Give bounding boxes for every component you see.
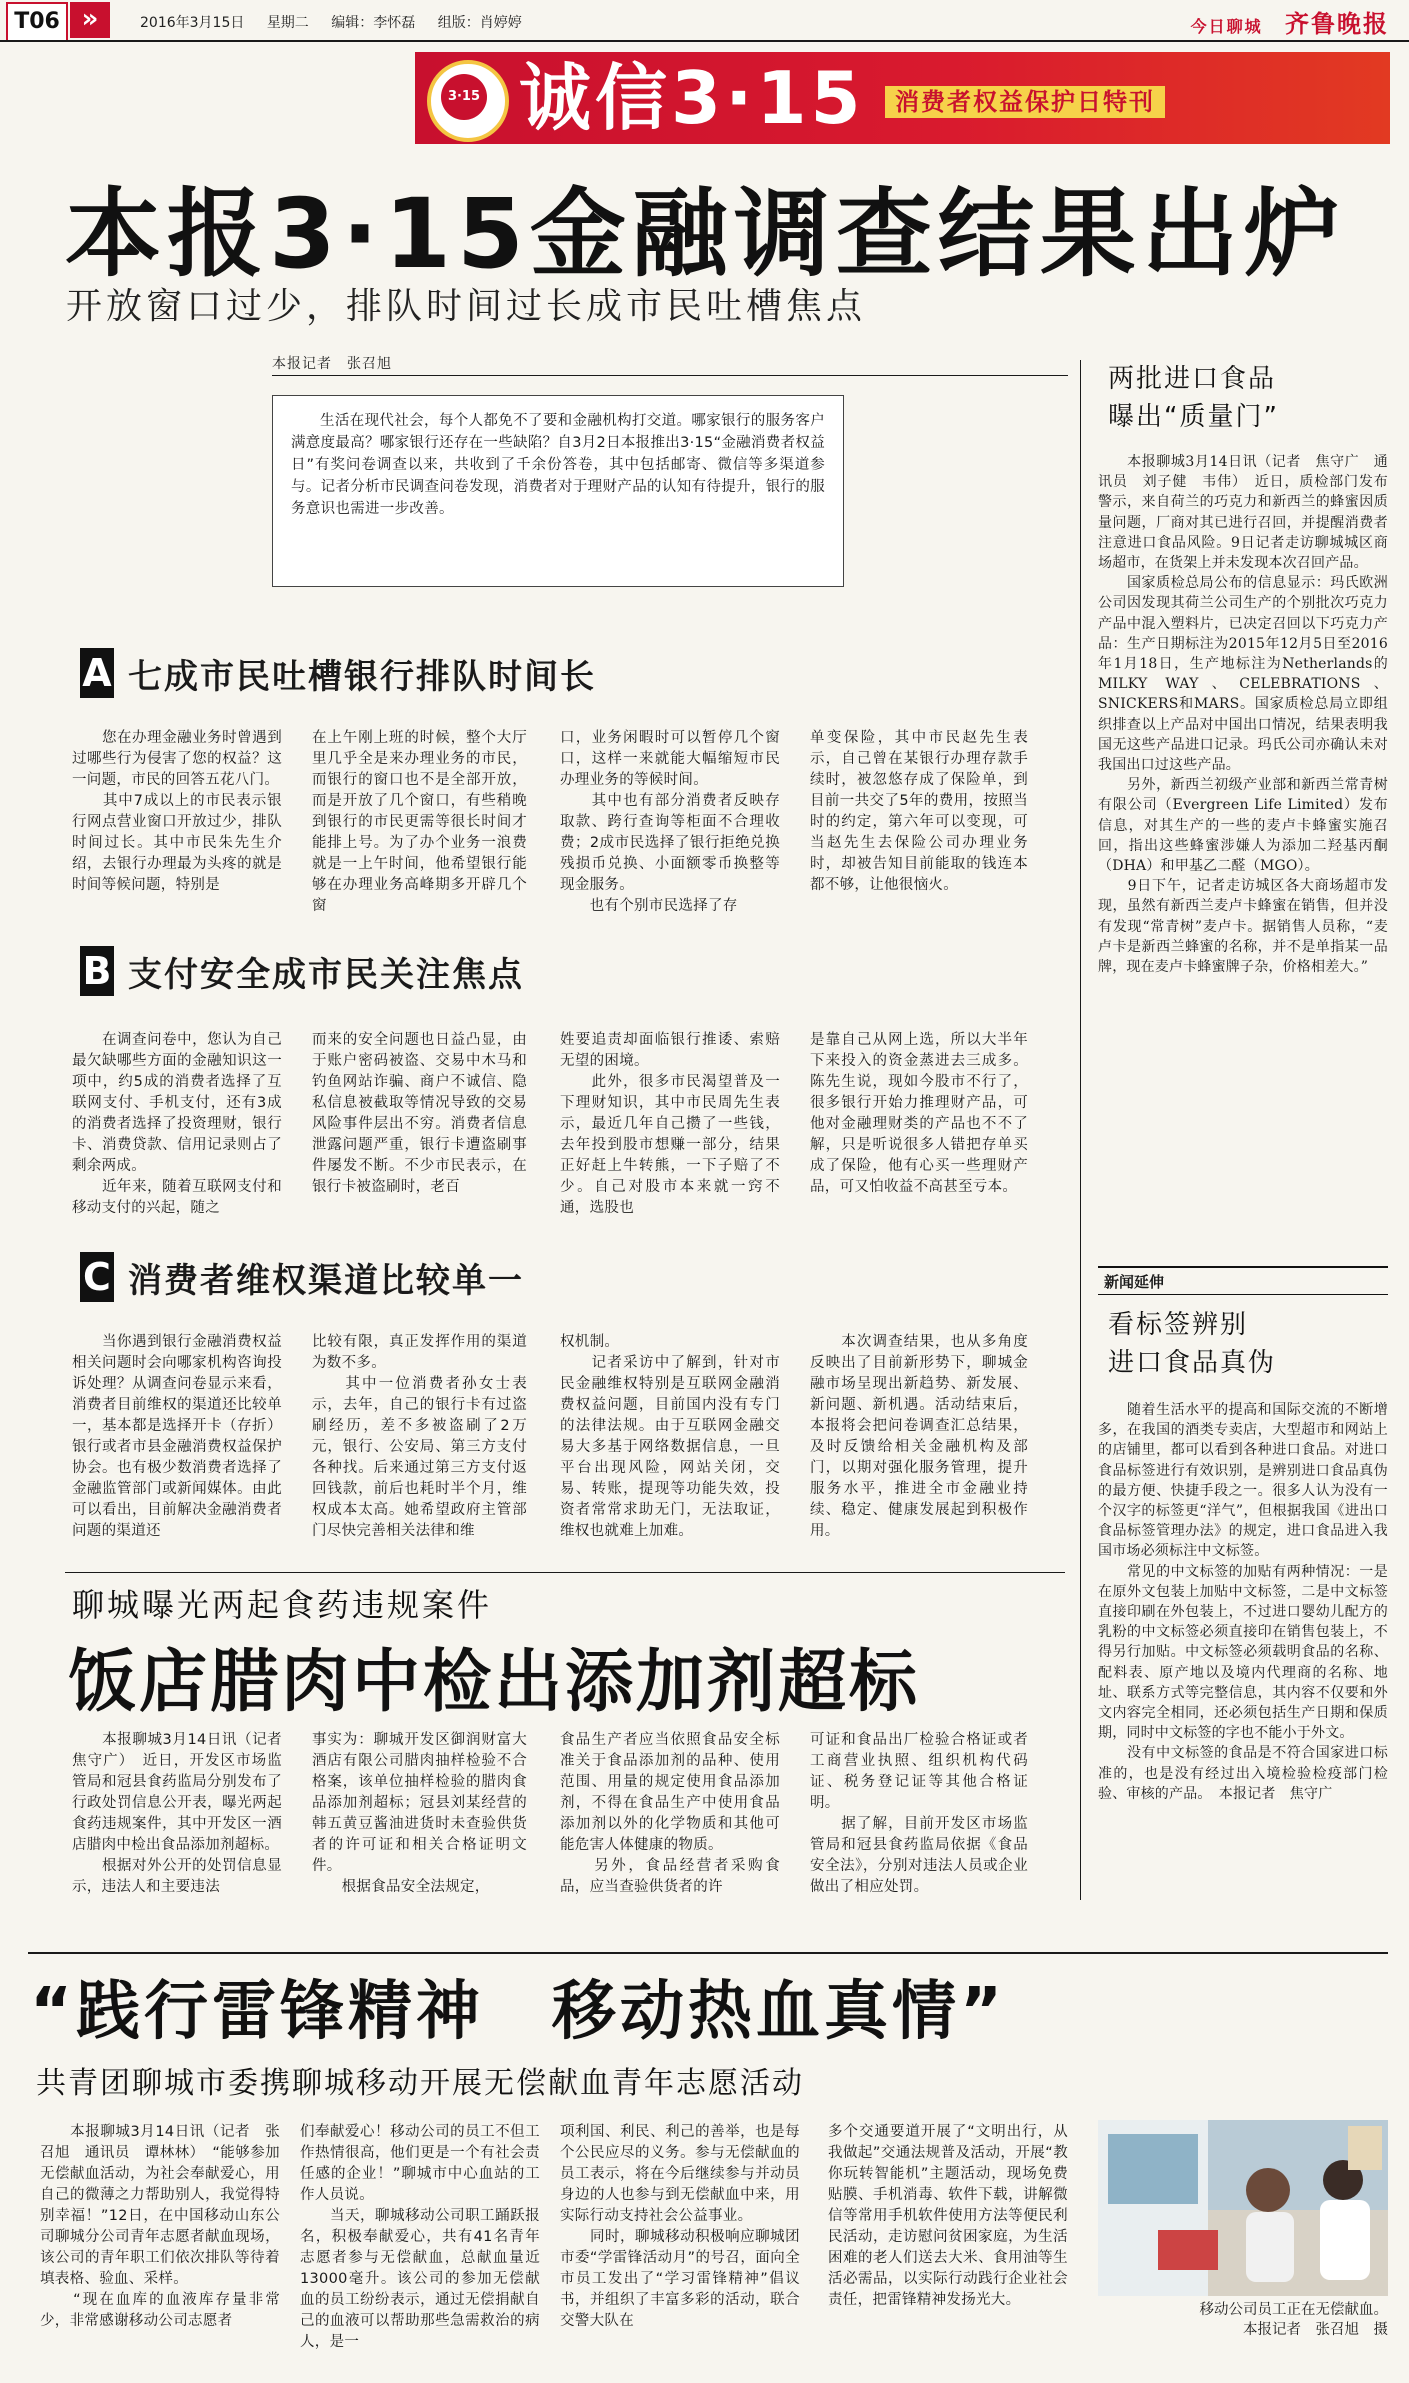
intro-box: [272, 395, 844, 587]
lead-headline: 本报3·15金融调查结果出炉: [65, 178, 1346, 290]
masthead-title: 齐鲁晚报: [1285, 9, 1389, 38]
section-c-col-4: 本次调查结果，也从多角度反映出了目前新形势下，聊城金融市场呈现出新趋势、新发展、新问题、新机遇。活动结束后，本报将会把问卷调查汇总结果，及时反馈给相关金融机构及部门，以期对强化服务管理，提升服务水平，推进全市金融业持续、稳定、健康发展起到积极作用。: [810, 1334, 1028, 1539]
section-a-col-2: 在上午刚上班的时候，整个大厅里几乎全是来办理业务的市民，而银行的窗口也不是全部开放，而是开放了几个窗口，有些稍晚到银行的市民更需等很长时间才能排上号。为了办个业务一浪费就是一上午时间，他希望银行能够在办理业务高峰期多开辟几个窗: [312, 730, 527, 914]
story2-col-1: 本报聊城3月14日讯（记者 焦守广） 近日，开发区市场监管局和冠县食药监局分别发布了行政处罚信息公开表，曝光两起食药违规案件，其中开发区一酒店腊肉中检出食品添加剂超标。 根据对外公开的处罚信息显示，违法人和主要违法: [72, 1732, 282, 1895]
story2-col-4: 可证和食品出厂检验合格证或者工商营业执照、组织机构代码证、税务登记证等其他合格证明。 据了解，目前开发区市场监管局和冠县食药监局依据《食品安全法》，分别对违法人员或企业做出了相应处罚。: [810, 1732, 1028, 1895]
section-b-letter: B: [80, 946, 114, 996]
story3-subhead: 共青团聊城市委携聊城移动开展无偿献血青年志愿活动: [36, 2066, 804, 2101]
blood-donation-photo-illustration: [1098, 2120, 1388, 2296]
sidebar-headline: 两批进口食品 曝出“质量门”: [1108, 364, 1279, 432]
story2-top-rule: [65, 1572, 1065, 1573]
photo-credit: 本报记者 张召旭 摄: [1243, 2322, 1388, 2338]
story2-headline: 饭店腊肉中检出添加剂超标: [68, 1643, 921, 1722]
editor-credit: 编辑：李怀磊: [331, 15, 416, 31]
section-a-col-1: 您在办理金融业务时曾遇到过哪些行为侵害了您的权益？这一问题，市民的回答五花八门。 其中7成以上的市民表示银行网点营业窗口开放过少，排队时间过长。其中市民朱先生介绍，去银行办理最为头疼的就是时间等候问题，特别是: [72, 730, 282, 893]
special-edition-banner: [415, 52, 1390, 144]
lead-subhead: 开放窗口过少，排队时间过长成市民吐槽焦点: [66, 286, 867, 327]
section-b-title: 支付安全成市民关注焦点: [128, 954, 524, 995]
masthead: [1191, 4, 1389, 39]
section-b-col-2: 而来的安全问题也日益凸显，由于账户密码被盗、交易中木马和钓鱼网站诈骗、商户不诚信、隐私信息被截取等情况导致的交易风险事件层出不穷。消费者信息泄露问题严重，银行卡遭盗刷事件屡发不断。不少市民表示，在银行卡被盗刷时，老百: [312, 1032, 527, 1195]
section-b-col-3: 姓要追责却面临银行推诿、索赔无望的困境。 此外，很多市民渴望普及一下理财知识，其中市民周先生表示，最近几年自己攒了一些钱，去年投到股市想赚一部分，结果正好赶上牛转熊，一下子赔了不少。自己对股市本来就一窍不通，选股也: [560, 1032, 780, 1216]
blood-donation-photo: [1098, 2120, 1388, 2296]
header-divider: [0, 40, 1409, 42]
story3-top-rule: [28, 1952, 1388, 1954]
layout-credit: 组版：肖婷婷: [437, 15, 522, 31]
section-a-letter: A: [80, 648, 114, 698]
photo-caption-text: 移动公司员工正在无偿献血。: [1199, 2302, 1388, 2318]
lead-byline: 本报记者 张召旭: [272, 356, 392, 372]
photo-caption: [1098, 2300, 1388, 2340]
315-logo-icon: [427, 60, 509, 142]
story2-col-2: 事实为：聊城开发区御润财富大酒店有限公司腊肉抽样检验不合格案，该单位抽样检验的腊肉食品添加剂超标；冠县刘某经营的韩五黄豆酱油进货时未查验供货者的许可证和相关合格证明文件。 根据食品安全法规定，: [312, 1732, 527, 1895]
story3-col-4: 多个交通要道开展了“文明出行，从我做起”交通法规普及活动，开展“教你玩转智能机”主题活动，现场免费贴膜、手机消毒、软件下载，讲解微信等常用手机软件使用方法等便民利民活动，走访慰问贫困家庭，为生活困难的老人们送去大米、食用油等生活必需品，以实际行动践行企业社会责任，把雷锋精神发扬光大。: [828, 2124, 1068, 2308]
intro-text: 生活在现代社会，每个人都免不了要和金融机构打交道。哪家银行的服务客户满意度最高？哪家银行还存在一些缺陷？自3月2日本报推出3·15“金融消费者权益日”有奖问卷调查以来，共收到了千余份答卷，其中包括邮寄、微信等多渠道参与。记者分析市民调查问卷发现，消费者对于理财产品的认知有待提升，银行的服务意识也需进一步改善。: [291, 413, 825, 517]
section-b-col-4: 是靠自己从网上选，所以大半年下来投入的资金蒸进去三成多。陈先生说，现如今股市不行了，很多银行开始力推理财产品，可他对金融理财类的产品也不不了解，只是听说很多人错把存单买成了保险，他有心买一些理财产品，可又怕收益不高甚至亏本。: [810, 1032, 1028, 1195]
news-extension-headline: 看标签辨别 进口食品真伪: [1108, 1310, 1277, 1378]
sidebar-body: 本报聊城3月14日讯（记者 焦守广 通讯员 刘子健 韦伟） 近日，质检部门发布警示，来自荷兰的巧克力和新西兰的蜂蜜因质量问题，厂商对其已进行召回，并提醒消费者注意进口食品风险。9日记者走访聊城城区商场超市，在货架上并未发现本次召回产品。 国家质检总局公布的信息显示：玛氏欧洲公司因发现其荷兰公司生产的个别批次巧克力产品中混入塑料片，已决定召回以下巧克力产品：生产日期标注为2015年12月5日至2016年1月18日，生产地标注为Netherlands的MILKY WAY、CELEBRATIONS、SNICKERS和MARS。国家质检总局立即组织排查以上产品对中国出口情况，结果表明我国无这些产品进口记录。玛氏公司亦确认未对我国出口过这些产品。 另外，新西兰初级产业部和新西兰常青树有限公司（Evergreen Life Limited）发布信息，对其生产的一些的麦卢卡蜂蜜实施召回，指出这些蜂蜜涉嫌人为添加二羟基丙酮（DHA）和甲基乙二醛（MGO）。 9日下午，记者走访城区各大商场超市发现，虽然有新西兰麦卢卡蜂蜜在销售，但并没有发现“常青树”麦卢卡。据销售人员称，“麦卢卡是新西兰蜂蜜的名称，并不是单指某一品牌，现在麦卢卡蜂蜜牌子杂，价格相差大。”: [1098, 454, 1388, 976]
story2-col-3: 食品生产者应当依照食品安全标准关于食品添加剂的品种、使用范围、用量的规定使用食品添加剂，不得在食品生产中使用食品添加剂以外的化学物质和其他可能危害人体健康的物质。 另外，食品经营者采购食品，应当查验供货者的许: [560, 1732, 780, 1895]
story3-col-3: 项利国、利民、利己的善举，也是每个公民应尽的义务。参与无偿献血的员工表示，将在今后继续参与并动员身边的人也参与到无偿献血中来，用实际行动支持社会公益事业。 同时，聊城移动积极响应聊城团市委“学雷锋活动月”的号召，面向全市员工发出了“学习雷锋精神”倡议书，并组织了丰富多彩的活动，联合交警大队在: [560, 2124, 800, 2329]
section-b-col-1: 在调查问卷中，您认为自己最欠缺哪些方面的金融知识这一项中，约5成的消费者选择了互联网支付、手机支付，还有3成的消费者选择了投资理财，银行卡、消费贷款、信用记录则占了剩余两成。 近年来，随着互联网支付和移动支付的兴起，随之: [72, 1032, 282, 1216]
story3-col-1: 本报聊城3月14日讯（记者 张召旭 通讯员 谭林林） “能够参加无偿献血活动，为社会奉献爱心，用自己的微薄之力帮助别人，我觉得特别幸福！”12日，在中国移动山东公司聊城分公司青年志愿者献血现场，该公司的青年职工们依次排队等待着填表格、验血、采样。 “现在血库的血液库存量非常少，非常感谢移动公司志愿者: [40, 2124, 280, 2329]
section-b-header: [80, 946, 524, 996]
section-a-title: 七成市民吐槽银行排队时间长: [128, 656, 596, 697]
section-c-header: [80, 1252, 524, 1302]
chevron-right-icon: »: [70, 2, 110, 38]
section-a-col-4: 单变保险，其中市民赵先生表示，自己曾在某银行办理存款手续时，被忽悠存成了保险单，到目前一共交了5年的费用，按照当时的约定，第六年可以变现，可当赵先生去保险公司办理业务时，却被告知目前能取的钱连本都不够，让他很恼火。: [810, 730, 1028, 893]
news-extension-tag: [1098, 1266, 1388, 1295]
story3-headline: “践行雷锋精神 移动热血真情”: [30, 1975, 1007, 2049]
banner-title: 诚信3·15: [519, 56, 865, 140]
masthead-section: 今日聊城: [1190, 17, 1263, 36]
byline-rule: [272, 375, 1068, 376]
section-c-col-2: 比较有限，真正发挥作用的渠道为数不多。 其中一位消费者孙女士表示，去年，自己的银行卡有过盗刷经历，差不多被盗刷了2万元，银行、公安局、第三方支付各种找。后来通过第三方支付返回钱款，前后也耗时半个月，维权成本太高。她希望政府主管部门尽快完善相关法律和维: [312, 1334, 527, 1539]
sidebar-divider: [1080, 360, 1081, 1900]
section-c-letter: C: [80, 1252, 114, 1302]
story3-col-2: 们奉献爱心！移动公司的员工不但工作热情很高，他们更是一个有社会责任感的企业！”聊城市中心血站的工作人员说。 当天，聊城移动公司职工踊跃报名，积极奉献爱心，共有41名青年志愿者参与无偿献血，总献血量近13000毫升。该公司的参加无偿献血的员工纷纷表示，通过无偿捐献自己的血液可以帮助那些急需救治的病人，是一: [300, 2124, 540, 2350]
page-number: T06: [6, 2, 68, 42]
section-c-title: 消费者维权渠道比较单一: [128, 1260, 524, 1301]
section-c-col-3: 权机制。 记者采访中了解到，针对市民金融维权特别是互联网金融消费权益问题，目前国内没有专门的法律法规。由于互联网金融交易大多基于网络数据信息，一旦平台出现风险，网站关闭，交易、转账，提现等功能失效，投资者常常求助无门，无法取证，维权也就难上加难。: [560, 1334, 780, 1539]
section-a-col-3: 口，业务闲暇时可以暂停几个窗口，这样一来就能大幅缩短市民办理业务的等候时间。 其中也有部分消费者反映存取款、跨行查询等柜面不合理收费；2成市民选择了银行拒绝兑换残损币兑换、小面额零币换整等现金服务。 也有个别市民选择了存: [560, 730, 780, 914]
315-logo-text: 3·15: [441, 74, 487, 120]
issue-meta: [140, 12, 540, 32]
news-extension-body: 随着生活水平的提高和国际交流的不断增多，在我国的酒类专卖店，大型超市和网站上的店铺里，都可以看到各种进口食品。对进口食品标签进行有效识别，是辨别进口食品真伪的最方便、快捷手段之一。很多人认为没有一个汉字的标签更“洋气”，但根据我国《进出口食品标签管理办法》的规定，进口食品进入我国市场必须标注中文标签。 常见的中文标签的加贴有两种情况：一是在原外文包装上加贴中文标签，二是中文标签直接印刷在外包装上，不过进口婴幼儿配方的乳粉的中文标签必须直接印在销售包装上，不得另行加贴。中文标签必须载明食品的名称、配料表、原产地以及境内代理商的名称、地址、联系方式等完整信息，其内容不仅要和外文内容完全相同，还必须包括生产日期和保质期，同时中文标签的字也不能小于外文。 没有中文标签的食品是不符合国家进口标准的，也是没有经过出入境检验检疫部门检验、审核的产品。 本报记者 焦守广: [1098, 1402, 1388, 1802]
issue-weekday: 星期二: [266, 15, 309, 31]
page-header: [0, 0, 1409, 40]
section-c-col-1: 当你遇到银行金融消费权益相关问题时会向哪家机构咨询投诉处理？从调查问卷显示来看，消费者目前维权的渠道还比较单一，基本都是选择开卡（存折）银行或者市县金融消费权益保护协会。也有极少数消费者选择了金融监管部门或新闻媒体。由此可以看出，目前解决金融消费者问题的渠道还: [72, 1334, 282, 1539]
section-a-header: [80, 648, 596, 698]
banner-subtitle: 消费者权益保护日特刊: [885, 86, 1165, 118]
story2-kicker: 聊城曝光两起食药违规案件: [72, 1586, 493, 1624]
news-extension-label: 新闻延伸: [1104, 1273, 1165, 1291]
issue-date: 2016年3月15日: [140, 15, 245, 31]
